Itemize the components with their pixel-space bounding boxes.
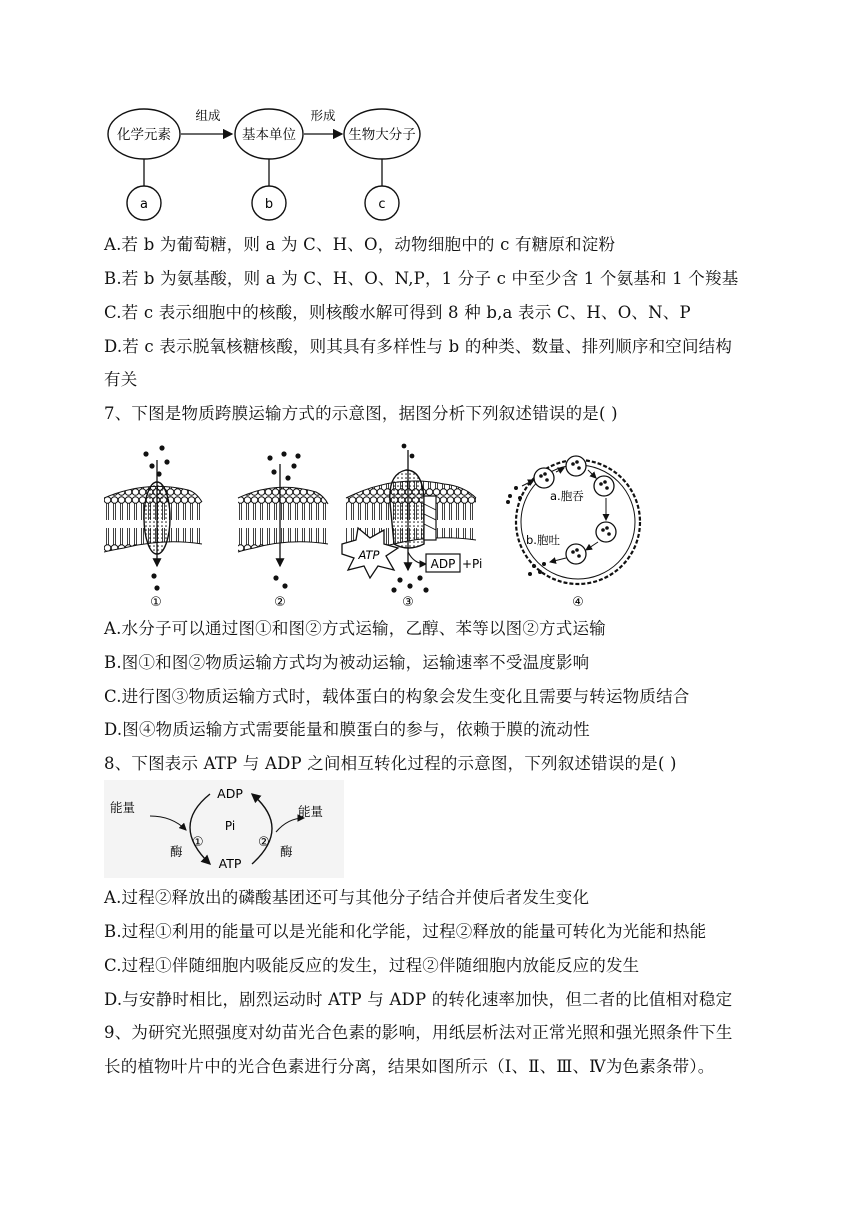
q7-option-b: B.图①和图②物质运输方式均为被动运输，运输速率不受温度影响 <box>104 653 590 672</box>
q8-option-c: C.过程①伴随细胞内吸能反应的发生，过程②伴随细胞内放能反应的发生 <box>104 956 640 975</box>
exocytosis-label: b.胞吐 <box>526 533 560 547</box>
adp-box-label: ADP <box>430 557 456 571</box>
q6-option-d: D.若 c 表示脱氧核糖核酸，则其具有多样性与 b 的种类、数量、排列顺序和空间结构 <box>104 337 733 356</box>
figure-membrane-transport <box>104 440 664 610</box>
node-label: 生物大分子 <box>348 127 416 143</box>
q8-option-d: D.与安静时相比，剧烈运动时 ATP 与 ADP 的转化速率加快，但二者的比值相对稳定 <box>104 990 733 1009</box>
q7-option-d: D.图④物质运输方式需要能量和膜蛋白的参与，依赖于膜的流动性 <box>104 720 590 739</box>
pi-label: Pi <box>224 819 236 833</box>
panel-1-channel-diffusion <box>104 445 202 610</box>
q7-stem: 7、下图是物质跨膜运输方式的示意图，据图分析下列叙述错误的是( ) <box>104 404 618 423</box>
figure-atp-adp-cycle <box>104 780 344 878</box>
node-label: 基本单位 <box>242 127 296 143</box>
enzyme-right-label: 酶 <box>280 844 293 859</box>
step-1-label: ① <box>192 835 204 850</box>
arrow-process-1 <box>190 794 210 864</box>
enzyme-left-label: 酶 <box>170 844 183 859</box>
arrow-label-compose: 组成 <box>195 108 221 123</box>
node-label: 化学元素 <box>117 127 171 143</box>
endocytosis-label: a.胞吞 <box>550 489 584 503</box>
panel-3-active-transport <box>342 444 482 610</box>
q6-option-d-continued: 有关 <box>104 370 138 389</box>
step-2-label: ② <box>258 835 270 850</box>
arrow-label-form: 形成 <box>310 108 336 123</box>
circle-label-a: a <box>140 197 148 212</box>
circle-label-b: b <box>264 197 274 212</box>
node-chemical-elements <box>108 109 180 159</box>
energy-right-label: 能量 <box>298 804 324 819</box>
panel-3-label: ③ <box>402 595 414 610</box>
atp-label: ATP <box>218 856 242 871</box>
panel-2-free-diffusion <box>238 451 328 610</box>
node-macromolecule <box>344 109 420 159</box>
pi-label: +Pi <box>462 557 483 571</box>
arrow-energy-out <box>276 818 304 832</box>
panel-2-label: ② <box>274 595 286 610</box>
q7-option-a: A.水分子可以通过图①和图②方式运输，乙醇、苯等以图②方式运输 <box>104 619 606 638</box>
q9-stem-line-1: 9、为研究光照强度对幼苗光合色素的影响，用纸层析法对正常光照和强光照条件下生 <box>104 1023 733 1042</box>
q9-stem-line-2: 长的植物叶片中的光合色素进行分离，结果如图所示（Ⅰ、Ⅱ、Ⅲ、Ⅳ为色素条带）。 <box>104 1057 715 1076</box>
energy-left-label: 能量 <box>110 800 136 815</box>
q6-option-a: A.若 b 为葡萄糖，则 a 为 C、H、O，动物细胞中的 c 有糖原和淀粉 <box>104 235 616 254</box>
panel-4-endo-exocytosis <box>506 456 640 610</box>
q7-option-c: C.进行图③物质运输方式时，载体蛋白的构象会发生变化且需要与转运物质结合 <box>104 687 690 706</box>
q6-option-b: B.若 b 为氨基酸，则 a 为 C、H、O、N,P，1 分子 c 中至少含 1 个氨基和 1 个羧基 <box>104 269 739 288</box>
q8-stem: 8、下图表示 ATP 与 ADP 之间相互转化过程的示意图，下列叙述错误的是( ) <box>104 754 677 773</box>
node-basic-unit <box>235 109 303 159</box>
arrow-process-2 <box>252 794 272 864</box>
arrow-energy-in <box>150 816 186 830</box>
panel-1-label: ① <box>150 595 162 610</box>
adp-label: ADP <box>217 786 243 801</box>
panel-4-label: ④ <box>572 595 584 610</box>
q6-option-c: C.若 c 表示细胞中的核酸，则核酸水解可得到 8 种 b,a 表示 C、H、O、N、P <box>104 303 691 322</box>
atp-burst-label: ATP <box>358 548 380 562</box>
q8-option-b: B.过程①利用的能量可以是光能和化学能，过程②释放的能量可转化为光能和热能 <box>104 922 707 941</box>
q8-option-a: A.过程②释放出的磷酸基团还可与其他分子结合并使后者发生变化 <box>104 888 590 907</box>
circle-label-c: c <box>378 197 386 212</box>
figure-macromolecule-diagram <box>104 96 434 224</box>
